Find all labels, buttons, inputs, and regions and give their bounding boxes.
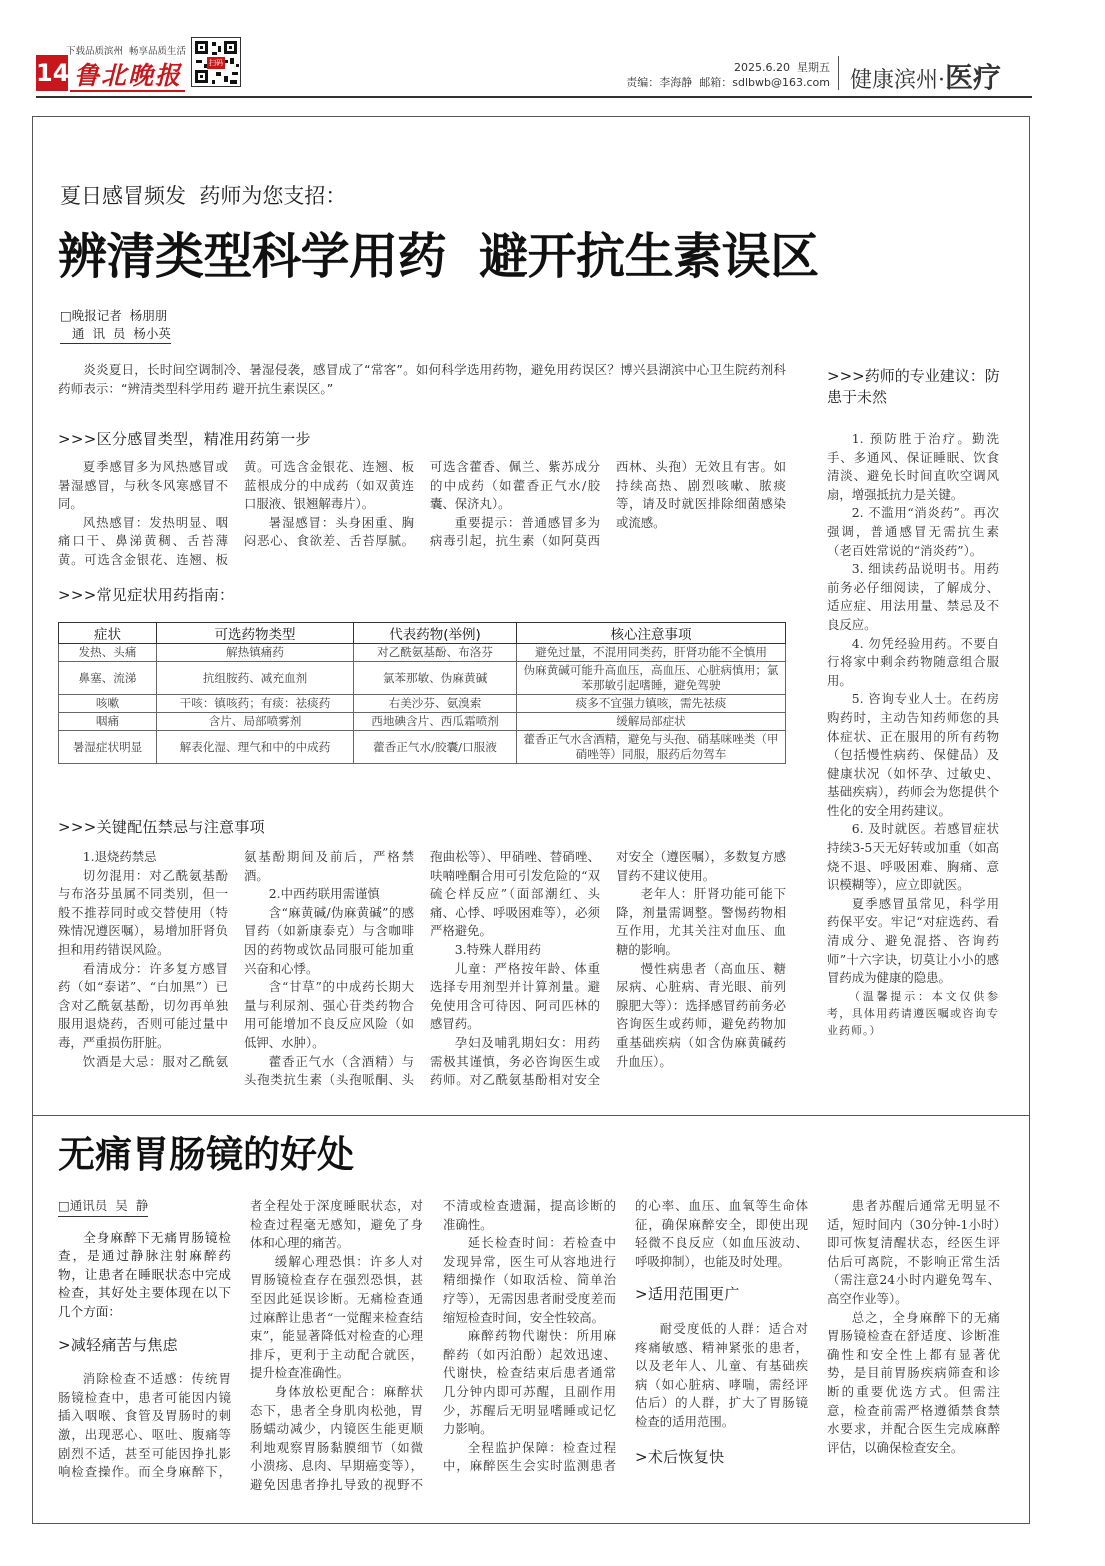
sec1-para-4: 重要提示：普通感冒多为病毒引起，抗生素（如阿莫西 xyxy=(430,514,600,549)
a2-para-9: 总之，全身麻醉下的无痛胃肠镜检查在舒适度、诊断准确性和安全性上都有显著优势，是目前胃肠疾病筛查和诊断的重要优选方式。但需注意，检查前需严格遵循禁食禁水要求，并配合医生完成麻醉评估，以确保检查安全。 xyxy=(827,1309,1000,1455)
sec3-para-5: 含“甘草”的中成药长期大量与利尿剂、强心苷类药物合用可能增加不良反应风险（如低钾、水肿）。 xyxy=(244,979,414,1050)
section-title-cold-types: >>>区分感冒类型，精准用药第一步 xyxy=(58,430,311,448)
sidebar-para-6: 6. 及时就医。若感冒症状持续3-5天无好转或加重（如高烧不退、呼吸困难、胸痛、意识模糊等），应立即就医。 xyxy=(827,821,999,893)
table-cell: 右美沙芬、氨溴索 xyxy=(354,695,517,713)
editor-info: 责编：李海静 邮箱：sdlbwb@163.com xyxy=(626,76,830,89)
table-header-row xyxy=(59,623,786,644)
table-cell: 西地碘含片、西瓜霜喷剂 xyxy=(354,713,517,731)
page-header xyxy=(0,0,1105,100)
sec3-heading-3: 3.特殊人群用药 xyxy=(454,941,541,957)
byline-correspondent: 通 讯 员 杨小英 xyxy=(60,325,171,344)
table-cell: 对乙酰氨基酚、布洛芬 xyxy=(354,644,517,662)
sec3-para-6: 藿香正气水（含酒精）与头孢类抗生素（头孢哌酮、头 xyxy=(244,1053,414,1088)
sidebar-para-3: 3. 细读药品说明书。用药前务必仔细阅读，了解成分、适应症、用法用量、禁忌及不良反应。 xyxy=(827,561,999,632)
section-label: 健康滨州· xyxy=(850,68,945,93)
table-cell: 伪麻黄碱可能升高血压，高血压、心脏病慎用；氯苯那敏引起嗜睡，避免驾驶 xyxy=(517,662,786,695)
table-row xyxy=(59,695,786,713)
table-header-cell: 可选药物类型 xyxy=(157,623,354,644)
article2-intro: 全身麻醉下无痛胃肠镜检查，是通过静脉注射麻醉药物，让患者在睡眠状态中完成检查，其好处主要体现在以下几个方面： xyxy=(58,1229,231,1319)
issue-date: 2025.6.20 星期五 xyxy=(734,61,830,74)
sec1-para-2-cont: 黄。可选含金银花、连翘、板蓝根成分的中成药（如双黄连口服液、银翘解毒片）。 xyxy=(244,459,414,512)
article1-intro xyxy=(58,360,786,398)
sec1-column-1 xyxy=(58,458,228,568)
sec1-para-3: 暑湿感冒：头身困重、胸闷恶心、食欲差、舌苔厚腻。 xyxy=(244,514,414,549)
a2-para-4: 延长检查时间：若检查中发现异常，医生可从容地进行精细操作（如取活检、简单治疗等），无需因患者耐受度差而缩短检查时间，安全性较高。 xyxy=(443,1235,616,1325)
intro-paragraph: 炎炎夏日，长时间空调制冷、暑湿侵袭，感冒成了“常客”。如何科学选用药物，避免用药误区？博兴县湖滨中心卫生院药剂科药师表示：“辨清类型科学用药 避开抗生素误区。” xyxy=(58,362,786,396)
byline-reporter: □晚报记者 杨朋朋 xyxy=(60,308,168,323)
header-slogan: 下载品质滨州 畅享品质生活 xyxy=(66,46,187,57)
table-row xyxy=(59,662,786,695)
medication-table xyxy=(58,622,785,764)
sec3-para-8: 孕妇及哺乳期妇女：用药需极其谨慎，务必咨询医生或药师。对乙酰氨基酚相对安全 xyxy=(430,1034,600,1088)
header-divider xyxy=(838,56,839,90)
section-label-bold: 医疗 xyxy=(945,61,1002,94)
table-cell: 藿香正气水含酒精，避免与头孢、硝基咪唑类（甲硝唑等）同服，服药后勿驾车 xyxy=(517,731,786,764)
table-header-cell: 症状 xyxy=(59,623,157,644)
section-title-symptom-guide: >>>常见症状用药指南： xyxy=(58,586,235,604)
article1-byline xyxy=(60,307,171,344)
table-cell: 暑湿症状明显 xyxy=(59,731,157,764)
table-cell: 鼻塞、流涕 xyxy=(59,662,157,695)
table-cell: 缓解局部症状 xyxy=(517,713,786,731)
a2-column-5 xyxy=(827,1197,1000,1457)
sidebar-para-1: 1. 预防胜于治疗。勤洗手、多通风、保证睡眠、饮食清淡、避免长时间直吹空调风扇，增强抵抗力是关键。 xyxy=(827,431,999,502)
sec1-column-2 xyxy=(244,458,414,551)
table-row xyxy=(59,644,786,662)
a2-para-8: 患者苏醒后通常无明显不适，短时间内（30分钟-1小时）即可恢复清醒状态，经医生评估后可离院，不影响正常生活（需注意24小时内避免驾车、高空作业等）。 xyxy=(827,1198,1000,1306)
sec3-heading-2: 2.中西药联用需谨慎 xyxy=(268,886,380,902)
section-name xyxy=(850,56,1001,96)
symptom-table xyxy=(58,622,786,764)
sec3-column-2 xyxy=(244,848,414,1090)
sec3-para-3: 饮酒是大忌：服对乙酰氨 xyxy=(82,1053,228,1069)
sec3-para-2: 看清成分：许多复方感冒药（如“泰诺”、“白加黑”）已含对乙酰氨基酚，切勿再单独服用退烧药，否则可能过量中毒，严重损伤肝脏。 xyxy=(58,960,228,1050)
a2-para-1: 消除检查不适感：传统胃肠镜检查中，患者可能因内镜插入咽喉、食管及胃肠时的刺激，出现恶心、呕吐、腹痛等剧烈不适，甚至可能因挣扎影响检查操作。而全身麻醉下， xyxy=(58,1371,231,1480)
page-number-text: 14 xyxy=(36,59,70,87)
sec3-column-4 xyxy=(616,848,786,1071)
newspaper-logo: 鲁北晚报 xyxy=(74,61,183,90)
table-cell: 含片、局部喷雾剂 xyxy=(157,713,354,731)
table-cell: 解热镇痛药 xyxy=(157,644,354,662)
sidebar-title: >>>药师的专业建议：防患于未然 xyxy=(827,367,1000,406)
article2-byline: □通讯员 吴 静 xyxy=(58,1197,148,1217)
sidebar-para-2: 2. 不滥用“消炎药”。再次强调，普通感冒无需抗生素（老百姓常说的“消炎药”）。 xyxy=(827,505,999,558)
sidebar-para-7: 夏季感冒虽常见，科学用药保平安。牢记“对症选药、看清成分、避免混搭、咨询药师”十六字诀，切莫让小小的感冒药成为健康的隐患。 xyxy=(827,895,999,986)
sec3-column-1 xyxy=(58,848,228,1072)
sec1-para-3-cont: 可选含藿香、佩兰、紫苏成分的中成药（如藿香正气水/胶囊、保济丸）。 xyxy=(430,459,600,512)
table-cell: 发热、头痛 xyxy=(59,644,157,662)
sec1-para-2: 风热感冒：发热明显、咽痛口干、鼻涕黄稠、舌苔薄黄。可选含金银花、连翘、板 xyxy=(58,514,228,567)
a2-para-6-cont: 的心率、血压、血氧等生命体征，确保麻醉安全，即使出现轻微不良反应（如血压波动、呼吸抑制），也能及时处理。 xyxy=(635,1198,808,1269)
sec3-para-1: 切勿混用：对乙酰氨基酚与布洛芬虽属不同类别，但一般不推荐同时或交替使用（特殊情况遵医嘱），易增加肝肾负担和用药错误风险。 xyxy=(58,867,228,957)
table-cell: 咽痛 xyxy=(59,713,157,731)
table-cell: 避免过量，不混用同类药，肝肾功能不全慎用 xyxy=(517,644,786,662)
a2-column-1 xyxy=(58,1197,231,1482)
sec3-para-10: 慢性病患者（高血压、糖尿病、心脏病、青光眼、前列腺肥大等）：选择感冒药前务必咨询医生或药师，避免药物加重基础疾病（如含伪麻黄碱药升血压）。 xyxy=(616,960,786,1069)
sec3-para-3-cont: 氨基酚期间及前后，严格禁酒。 xyxy=(244,849,414,883)
sidebar-para-5: 5. 咨询专业人士。在药房购药时，主动告知药师您的具体症状、正在服用的所有药物（包括慢性病药、保健品）及健康状况（如怀孕、过敏史、基础疾病），药师会为您提供个性化的安全用药建议。 xyxy=(827,691,999,818)
table-header-cell: 代表药物(举例) xyxy=(354,623,517,644)
sec3-para-7: 儿童：严格按年龄、体重选择专用剂型并计算剂量。避免使用含可待因、阿司匹林的感冒药。 xyxy=(430,960,600,1032)
sec1-para-4-cont: 西林、头孢）无效且有害。如持续高热、剧烈咳嗽、脓痰等，请及时就医排除细菌感染或流感。 xyxy=(616,459,786,530)
article1-title: 辨清类型科学用药 避开抗生素误区 xyxy=(58,227,819,285)
qr-scan-badge: 扫码 xyxy=(209,59,223,67)
a2-para-2: 缓解心理恐惧：许多人对胃肠镜检查存在强烈恐惧，甚至因此延误诊断。无痛检查通过麻醉让患者“一觉醒来检查结束”，能显著降低对检查的心理排斥，更利于主动配合就医，提升检查准确性。 xyxy=(250,1253,423,1381)
sec1-para-1: 夏季感冒多为风热感冒或暑湿感冒，与秋冬风寒感冒不同。 xyxy=(58,459,228,512)
section-title-contraindications: >>>关键配伍禁忌与注意事项 xyxy=(58,818,265,836)
sec1-column-4 xyxy=(616,458,786,532)
a2-para-6: 全程监护保障：检查过程中，麻醉医生会实时监测患者 xyxy=(443,1439,616,1474)
sec3-column-3 xyxy=(430,848,600,1090)
a2-para-3-cont: 不清或检查遗漏，提高诊断的准确性。 xyxy=(443,1198,616,1232)
sec3-para-8-cont: 对安全（遵医嘱），多数复方感冒药不建议使用。 xyxy=(616,849,786,883)
sidebar-column xyxy=(827,430,999,1039)
table-cell: 解表化湿、理气和中的中成药 xyxy=(157,731,354,764)
a2-para-3: 身体放松更配合：麻醉状态下，患者全身肌肉松弛，胃肠蠕动减少，内镜医生能更顺利地观察胃肠黏膜细节（如微小溃疡、息肉、早期癌变等），避免因患者挣扎导致的视野不 xyxy=(250,1383,423,1492)
sec3-para-9: 老年人：肝肾功能可能下降，剂量需调整。警惕药物相互作用，尤其关注对血压、血糖的影响。 xyxy=(616,886,786,957)
table-row xyxy=(59,731,786,764)
table-cell: 抗组胺药、减充血剂 xyxy=(157,662,354,695)
table-cell: 藿香正气水/胶囊/口服液 xyxy=(354,731,517,764)
table-cell: 干咳：镇咳药；有痰：祛痰药 xyxy=(157,695,354,713)
a2-column-3 xyxy=(443,1197,616,1476)
article2-title: 无痛胃肠镜的好处 xyxy=(58,1132,354,1176)
a2-column-4 xyxy=(635,1197,808,1466)
table-cell: 痰多不宜强力镇咳，需先祛痰 xyxy=(517,695,786,713)
sec3-heading-1: 1.退烧药禁忌 xyxy=(82,849,157,864)
sec3-para-4: 含“麻黄碱/伪麻黄碱”的感冒药（如新康泰克）与含咖啡因的药物或饮品同服可能加重兴奋和心悸。 xyxy=(244,904,414,976)
a2-heading-2: >适用范围更广 xyxy=(635,1285,740,1304)
table-row xyxy=(59,713,786,731)
article1-subtitle: 夏日感冒频发 药师为您支招： xyxy=(60,184,347,208)
logo-underline xyxy=(70,90,185,92)
a2-column-2 xyxy=(250,1197,423,1495)
header-rule xyxy=(36,96,1032,98)
a2-heading-1: >减轻痛苦与焦虑 xyxy=(58,1335,178,1354)
a2-para-7: 耐受度低的人群：适合对疼痛敏感、精神紧张的患者，以及老年人、儿童、有基础疾病（如心脏病、哮喘，需经评估后）的人群，扩大了胃肠镜检查的适用范围。 xyxy=(635,1320,808,1429)
a2-para-1-cont: 者全程处于深度睡眠状态，对检查过程毫无感知，避免了身体和心理的痛苦。 xyxy=(250,1198,423,1251)
sec3-para-6-cont: 孢曲松等）、甲硝唑、替硝唑、呋喃唑酮合用可引发危险的“双硫仑样反应”（面部潮红、头痛、心悸、呼吸困难等），必须严格避免。 xyxy=(430,849,600,939)
table-cell: 氯苯那敏、伪麻黄碱 xyxy=(354,662,517,695)
a2-heading-3: >术后恢复快 xyxy=(635,1447,725,1466)
sidebar-para-4: 4. 勿凭经验用药。不要自行将家中剩余药物随意组合服用。 xyxy=(827,635,999,688)
table-header-cell: 核心注意事项 xyxy=(517,623,786,644)
sidebar-note: （温馨提示：本文仅供参考，具体用药请遵医嘱或咨询专业药师。） xyxy=(827,989,999,1037)
sec1-column-3 xyxy=(430,458,600,551)
table-cell: 咳嗽 xyxy=(59,695,157,713)
a2-para-5: 麻醉药物代谢快：所用麻醉药（如丙泊酚）起效迅速、代谢快，检查结束后患者通常几分钟内即可苏醒，且副作用少，苏醒后无明显嗜睡或记忆力影响。 xyxy=(443,1328,616,1437)
